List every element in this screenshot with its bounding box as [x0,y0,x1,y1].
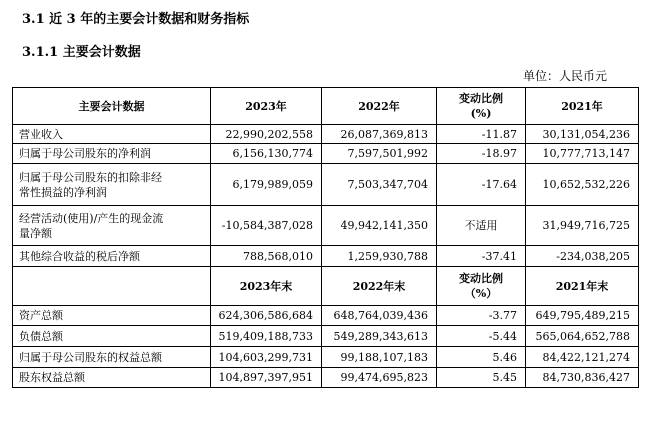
header-cell: 2023年末 [211,267,322,306]
row-label-line: 营业收入 [19,127,63,141]
value-2021: 31,949,716,725 [526,206,639,246]
change-percent: -5.44 [437,326,526,347]
header-cell [437,267,526,306]
header-cell [437,88,526,125]
value-2022: 99,474,695,823 [322,368,437,388]
value-2023: 6,179,989,059 [211,164,322,206]
row-label-line: 股东权益总额 [19,371,85,384]
row-label [13,164,211,206]
value-2023: 104,897,397,951 [211,368,322,388]
value-2023: 22,990,202,558 [211,125,322,144]
row-label [13,125,211,144]
row-label [13,326,211,347]
table-row [13,144,639,164]
value-2022: 99,188,107,183 [322,347,437,368]
value-2021: 10,777,713,147 [526,144,639,164]
change-percent: -17.64 [437,164,526,206]
row-label-line: 量净额 [19,226,52,240]
table-row [13,347,639,368]
table-row [13,246,639,267]
table-row [13,326,639,347]
header-cell: 2023年 [211,88,322,125]
value-2021: 649,795,489,215 [526,306,639,326]
value-2021: 30,131,054,236 [526,125,639,144]
change-percent: 5.46 [437,347,526,368]
row-label [13,206,211,246]
header-cell: 2021年 [526,88,639,125]
header-line: (%) [470,107,492,120]
change-percent: -3.77 [437,306,526,326]
value-2023: 788,568,010 [211,246,322,267]
row-label-line: 其他综合收益的税后净额 [19,249,140,263]
change-percent: 不适用 [437,206,526,246]
value-2023: 624,306,586,684 [211,306,322,326]
change-percent: -37.41 [437,246,526,267]
change-percent: 5.45 [437,368,526,388]
header-cell: 2022年末 [322,267,437,306]
row-label [13,246,211,267]
header-row [13,88,639,125]
value-2023: -10,584,387,028 [211,206,322,246]
accounting-data-table [12,87,639,388]
header-line: 变动比例 [459,92,503,105]
value-2023: 104,603,299,731 [211,347,322,368]
row-label [13,347,211,368]
value-2021: 10,652,532,226 [526,164,639,206]
row-label-line: 归属于母公司股东的权益总额 [19,350,162,364]
unit-note: 单位：人民币元 [523,69,608,83]
row-label [13,144,211,164]
value-2022: 26,087,369,813 [322,125,437,144]
value-2022: 7,503,347,704 [322,164,437,206]
header-cell: 2022年 [322,88,437,125]
header-line: 变动比例 [459,272,503,285]
row-label-line: 经营活动(使用)/产生的现金流 [19,211,164,225]
table-row [13,306,639,326]
value-2022: 1,259,930,788 [322,246,437,267]
value-2023: 519,409,188,733 [211,326,322,347]
header-cell: 主要会计数据 [13,88,211,125]
table-row [13,164,639,206]
table-row [13,368,639,388]
table-row [13,125,639,144]
row-label-line: 常性损益的净利润 [19,185,107,199]
value-2022: 549,289,343,613 [322,326,437,347]
row-label-line: 负债总额 [19,329,63,343]
header-line: （%） [464,287,498,300]
row-label-line: 资产总额 [19,309,63,322]
value-2022: 49,942,141,350 [322,206,437,246]
value-2022: 648,764,039,436 [322,306,437,326]
subsection-heading: 3.1.1 主要会计数据 [22,45,141,60]
header-cell-empty [13,267,211,306]
row-label-line: 归属于母公司股东的扣除非经 [19,170,162,184]
change-percent: -18.97 [437,144,526,164]
change-percent: -11.87 [437,125,526,144]
value-2021: -234,038,205 [526,246,639,267]
value-2022: 7,597,501,992 [322,144,437,164]
section-heading: 3.1 近 3 年的主要会计数据和财务指标 [22,12,250,27]
value-2023: 6,156,130,774 [211,144,322,164]
row-label-line: 归属于母公司股东的净利润 [19,147,151,160]
value-2021: 84,730,836,427 [526,368,639,388]
header-row [13,267,639,306]
value-2021: 565,064,652,788 [526,326,639,347]
value-2021: 84,422,121,274 [526,347,639,368]
row-label [13,368,211,388]
header-cell: 2021年末 [526,267,639,306]
row-label [13,306,211,326]
table-row [13,206,639,246]
